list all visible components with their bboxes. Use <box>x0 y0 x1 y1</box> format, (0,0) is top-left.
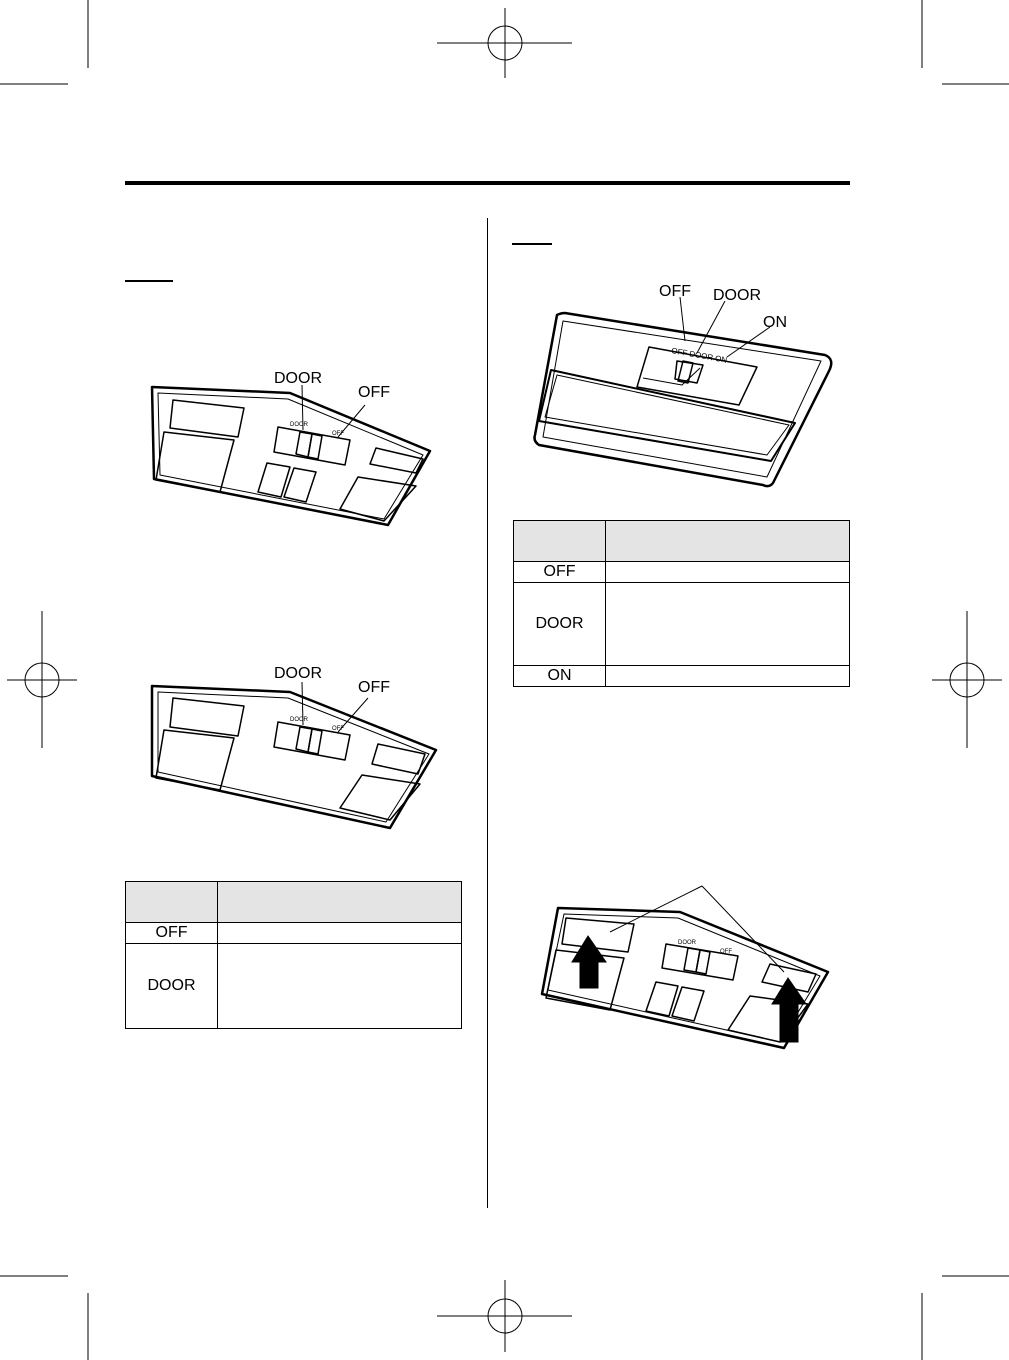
label-off: OFF <box>358 679 390 696</box>
table-header-row <box>514 521 850 562</box>
push-arrow-right <box>772 978 806 1042</box>
heading-underline-left <box>125 280 173 282</box>
table-header-row <box>126 882 462 923</box>
position-cell: DOOR <box>126 944 218 1029</box>
label-door: DOOR <box>274 370 322 387</box>
switch-text-door: DOOR <box>678 940 696 946</box>
left-mode-table <box>125 881 462 1029</box>
label-on: ON <box>763 314 787 331</box>
table-row <box>514 583 850 666</box>
right-mode-table <box>513 520 850 687</box>
switch-text-door: DOOR <box>290 717 308 723</box>
map-light-figure <box>525 275 845 495</box>
position-cell: ON <box>514 666 606 687</box>
table-row <box>126 944 462 1029</box>
switch-text-door: DOOR <box>290 422 308 428</box>
header-rule <box>125 181 850 185</box>
position-cell: OFF <box>126 923 218 944</box>
table-row <box>514 562 850 583</box>
table-row <box>126 923 462 944</box>
switch-text-off: OFF <box>332 431 344 437</box>
push-arrow-left <box>572 936 606 988</box>
switch-text-off: OFF <box>332 726 344 732</box>
heading-underline-right <box>512 243 552 245</box>
table-row <box>514 666 850 687</box>
position-cell: OFF <box>514 562 606 583</box>
switch-text-off-door-on: OFF DOOR ON <box>670 346 728 365</box>
lens-push-figure <box>530 880 840 1060</box>
overhead-light-figure-1 <box>140 365 440 545</box>
label-off: OFF <box>358 384 390 401</box>
column-divider <box>487 218 488 1208</box>
overhead-light-figure-2 <box>140 660 440 840</box>
switch-text-off: OFF <box>720 949 732 955</box>
label-door: DOOR <box>274 665 322 682</box>
position-cell: DOOR <box>514 583 606 666</box>
label-door: DOOR <box>713 287 761 304</box>
label-off: OFF <box>659 283 691 300</box>
